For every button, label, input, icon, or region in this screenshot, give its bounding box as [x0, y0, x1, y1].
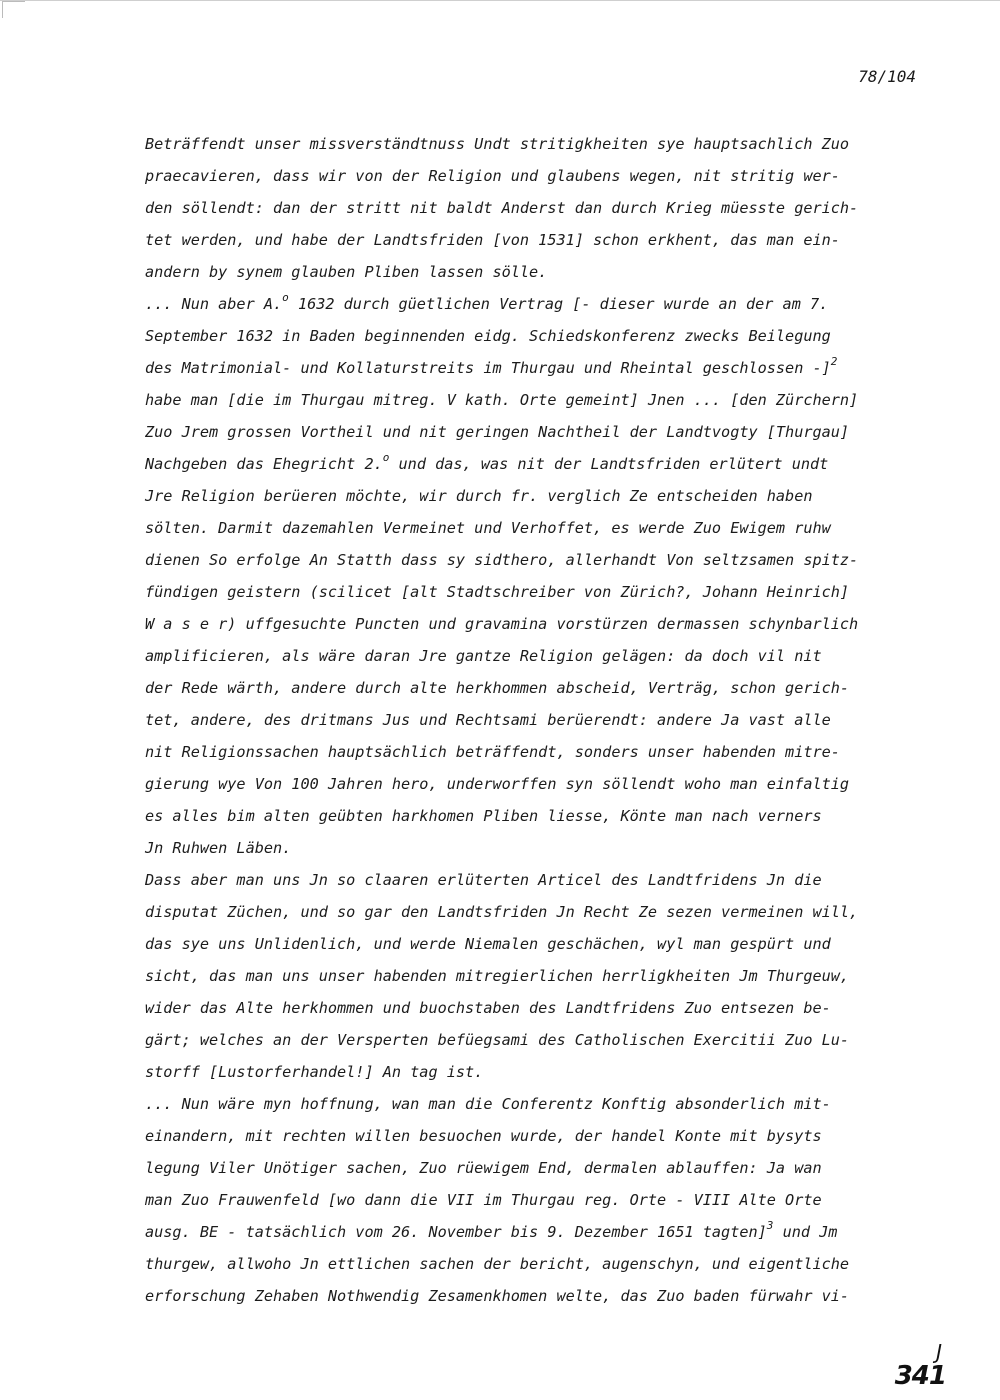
- scan-corner-mark: [2, 1, 25, 18]
- text-line: ... Nun aber A.$^o$ 1632 durch güetlichen Vertrag [- dieser wurde an der am 7.: [145, 291, 829, 313]
- text-line: den söllendt: dan der stritt nit baldt Anderst dan durch Krieg müesste gerich-: [145, 199, 859, 217]
- text-line: tet werden, und habe der Landtsfriden [von 1531] schon erkhent, das man ein-: [145, 231, 840, 249]
- text-line: W a s e r) uffgesuchte Puncten und gravamina vorstürzen dermassen schynbarlich: [145, 615, 859, 633]
- text-line: erforschung Zehaben Nothwendig Zesamenkhomen welte, das Zuo baden fürwahr vi-: [145, 1287, 850, 1305]
- text-line: thurgew, allwoho Jn ettlichen sachen der bericht, augenschyn, und eigentliche: [145, 1255, 850, 1273]
- text-line: storff [Lustorferhandel!] An tag ist.: [145, 1063, 484, 1081]
- text-line: ... Nun wäre myn hoffnung, wan man die Conferentz Konftig absonderlich mit-: [145, 1095, 831, 1113]
- superscript: o: [282, 291, 289, 304]
- page-number: 78/104: [858, 67, 916, 86]
- text-line: September 1632 in Baden beginnenden eidg. Schiedskonferenz zwecks Beilegung: [145, 327, 831, 345]
- handwritten-annotation: [895, 1342, 946, 1390]
- text-line: der Rede wärth, andere durch alte herkhommen abscheid, Verträg, schon gerich-: [145, 679, 850, 697]
- text-line: andern by synem glauben Pliben lassen sölle.: [145, 263, 548, 281]
- text-line: habe man [die im Thurgau mitreg. V kath. Orte gemeint] Jnen ... [den Zürchern]: [145, 391, 859, 409]
- footnote-marker: 3: [766, 1219, 774, 1232]
- text-line: nit Religionssachen hauptsächlich beträffendt, sonders unser habenden mitre-: [145, 743, 840, 761]
- handwritten-folio-number: 341: [894, 1361, 946, 1391]
- text-line: disputat Züchen, und so gar den Landtsfriden Jn Recht Ze sezen vermeinen will,: [145, 903, 859, 921]
- text-line: sölten. Darmit dazemahlen Vermeinet und Verhoffet, es werde Zuo Ewigem ruhw: [145, 519, 831, 537]
- text-line: gierung wye Von 100 Jahren hero, underworffen syn söllendt woho man einfaltig: [145, 775, 850, 793]
- footnote-marker: 2: [830, 355, 838, 368]
- text-line: Beträffendt unser missverständtnuss Undt stritigkheiten sye hauptsachlich Zuo: [145, 135, 850, 153]
- text-line: man Zuo Frauwenfeld [wo dann die VII im Thurgau reg. Orte - VIII Alte Orte: [145, 1191, 822, 1209]
- text-line: Zuo Jrem grossen Vortheil und nit geringen Nachtheil der Landtvogty [Thurgau]: [145, 423, 850, 441]
- text-line: Nachgeben das Ehegricht 2.$^o$ und das, was nit der Landtsfriden erlütert undt: [145, 451, 829, 473]
- text-line: ausg. BE - tatsächlich vom 26. November bis 9. Dezember 1651 tagten]$^3$ und Jm: [145, 1219, 838, 1241]
- handwritten-tick: J: [936, 1340, 942, 1364]
- text-line: Jn Ruhwen Läben.: [145, 839, 292, 857]
- text-line: Dass aber man uns Jn so claaren erlüterten Articel des Landtfridens Jn die: [145, 871, 822, 889]
- text-line: amplificieren, als wäre daran Jre gantze Religion gelägen: da doch vil nit: [145, 647, 822, 665]
- text-line: das sye uns Unlidenlich, und werde Niemalen geschächen, wyl man gespürt und: [145, 935, 831, 953]
- text-line: wider das Alte herkhommen und buochstaben des Landtfridens Zuo entsezen be-: [145, 999, 831, 1017]
- text-line: es alles bim alten geübten harkhomen Pliben liesse, Könte man nach verners: [145, 807, 822, 825]
- transcription-body: [145, 128, 930, 1312]
- text-line: tet, andere, des dritmans Jus und Rechtsami berüerendt: andere Ja vast alle: [145, 711, 831, 729]
- text-line: einandern, mit rechten willen besuochen wurde, der handel Konte mit bysyts: [145, 1127, 822, 1145]
- text-line: legung Viler Unötiger sachen, Zuo rüewigem End, dermalen ablauffen: Ja wan: [145, 1159, 822, 1177]
- text-line: fündigen geistern (scilicet [alt Stadtschreiber von Zürich?, Johann Heinrich]: [145, 583, 850, 601]
- text-line: des Matrimonial- und Kollaturstreits im Thurgau und Rheintal geschlossen -]$^2$: [145, 355, 838, 377]
- text-line: Jre Religion berüeren möchte, wir durch fr. verglich Ze entscheiden haben: [145, 487, 813, 505]
- text-line: sicht, das man uns unser habenden mitregierlichen herrligkheiten Jm Thurgeuw,: [145, 967, 850, 985]
- text-line: gärt; welches an der Versperten befüegsami des Catholischen Exercitii Zuo Lu-: [145, 1031, 850, 1049]
- superscript: o: [382, 451, 390, 464]
- text-line: dienen So erfolge An Statth dass sy sidthero, allerhandt Von seltzsamen spitz-: [145, 551, 859, 569]
- text-line: praecavieren, dass wir von der Religion und glaubens wegen, nit stritig wer-: [145, 167, 840, 185]
